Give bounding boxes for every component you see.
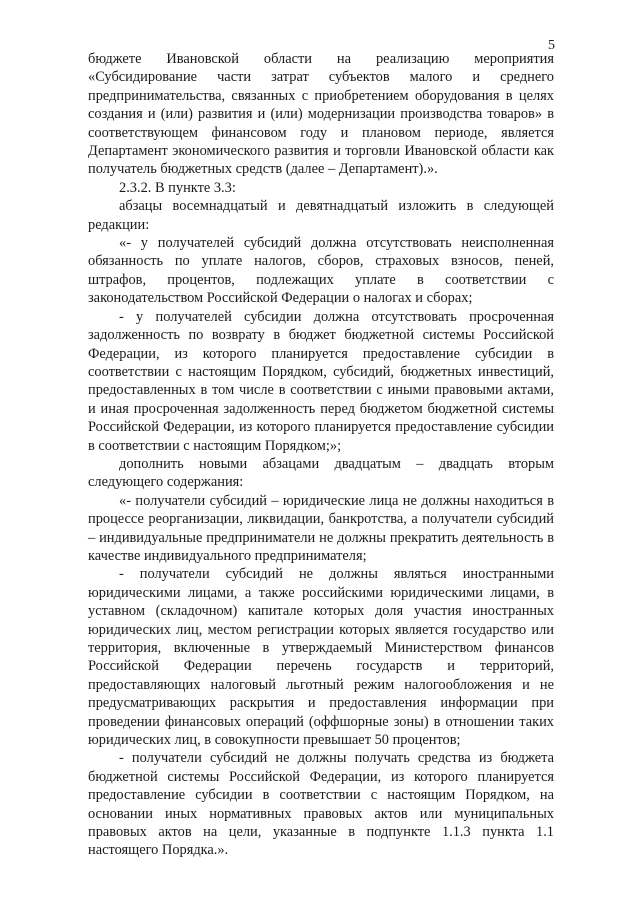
paragraph-add-20-22: дополнить новыми абзацами двадцатым – двадцать вторым следующего содержания: xyxy=(88,455,554,491)
paragraph-foreign-entities: - получатели субсидий не должны являться иностранными юридическими лицами, а также российскими юридическими лицами, в уставном (складочном) капитале которых доля участия иностранных юридических лиц, местом регистрации которых является государство или территория, включенные в утверждаемый Министерством финансов Российской Федерации перечень государств и территорий, предоставляющих налоговый льготный режим налогообложения и не предусматривающих раскрытия и предоставления информации при проведении финансовых операций (оффшорные зоны) в отношении таких юридических лиц, в совокупности превышает 50 процентов; xyxy=(88,566,554,749)
paragraph-other-funds: - получатели субсидий не должны получать средства из бюджета бюджетной системы Российской Федерации, из которого планируется предоставление субсидии в соответствии с настоящим Порядком, на основании иных нормативных правовых актов или муниципальных правовых актов на цели, указанные в подпункте 1.1.3 пункта 1.1 настоящего Порядка.». xyxy=(88,750,554,859)
paragraph-amend-18-19: абзацы восемнадцатый и девятнадцатый изложить в следующей редакции: xyxy=(88,198,554,233)
paragraph-overdue-debt: - у получателей субсидии должна отсутствовать просроченная задолженность по возврату в бюджет бюджетной системы Российской Федерации, из которого планируется предоставление субсидии в соответствии с настоящим Порядком, субсидий, бюджетных инвестиций, предоставленных в том числе в соответствии с иными правовыми актами, и иная просроченная задолженность перед бюджетом бюджетной системы Российской Федерации, из которого планируется предоставление субсидии в соответствии с настоящим Порядком;»; xyxy=(88,308,554,454)
page-number: 5 xyxy=(548,38,555,53)
paragraph-intro-continuation: бюджете Ивановской области на реализацию мероприятия «Субсидирование части затрат субъектов малого и среднего предпринимательства, связанных с приобретением оборудования в целях создания и (или) развития и (или) модернизации производства товаров» в соответствующем финансовом году и плановом периоде, является Департамент экономического развития и торговли Ивановской области как получатель бюджетных средств (далее – Департамент).». xyxy=(88,51,554,178)
document-body xyxy=(88,50,554,860)
paragraph-reorganization: «- получатели субсидий – юридические лица не должны находиться в процессе реорганизации, ликвидации, банкротства, а получатели субсидий – индивидуальные предприниматели не должны прекратить деятельность в качестве индивидуального предпринимателя; xyxy=(88,492,554,564)
paragraph-clause-2-3-2: 2.3.2. В пункте 3.3: xyxy=(119,179,236,196)
paragraph-tax-obligations: «- у получателей субсидий должна отсутствовать неисполненная обязанность по уплате налогов, сборов, страховых взносов, пеней, штрафов, процентов, подлежащих уплате в соответствии с законодательством Российской Федерации о налогах и сборах; xyxy=(88,235,554,307)
